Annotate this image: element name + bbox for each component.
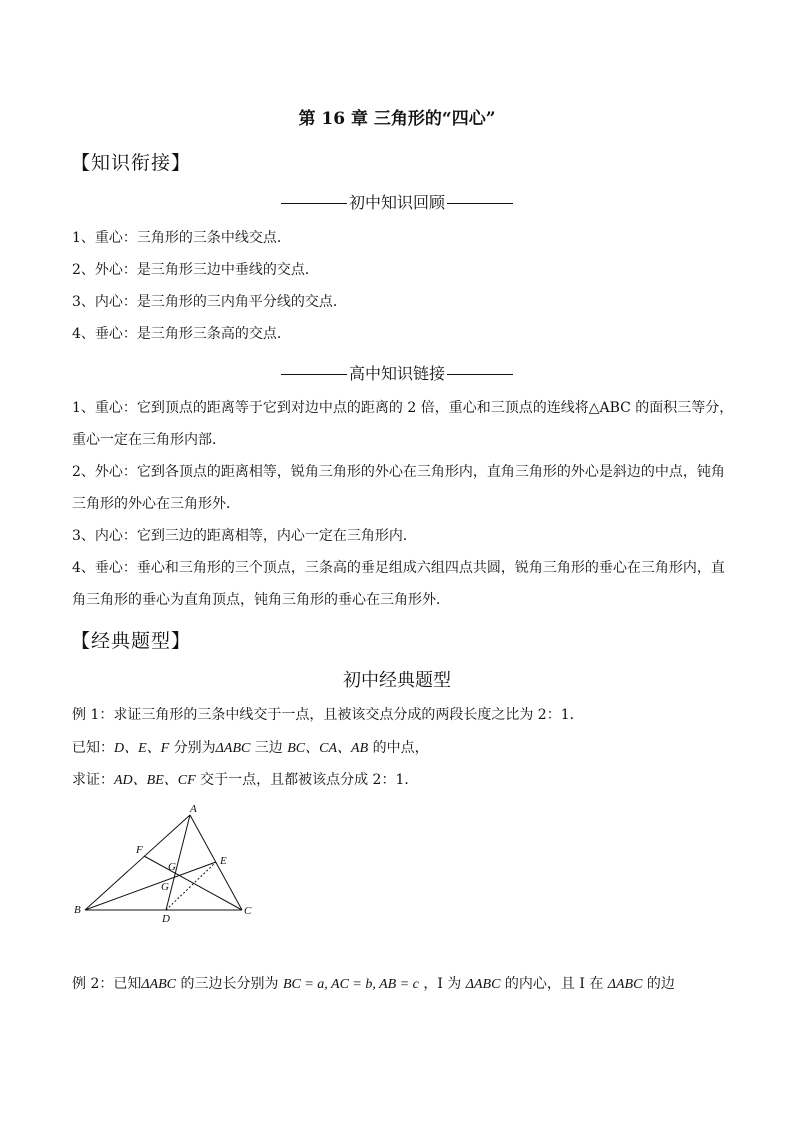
senior-item-2-line-1: 2、外心：它到各顶点的距离相等，锐角三角形的外心在三角形内，直角三角形的外心是斜边的中点，钝角 [72,464,725,480]
label-f: F [136,844,143,856]
example1-statement: 例 1：求证三角形的三条中线交于一点，且被该交点分成的两段长度之比为 2：1． [72,707,584,723]
junior-item-3: 3、内心：是三角形的三内角平分线的交点． [72,294,347,310]
example1-prove [72,770,418,791]
triangle-figure [60,800,280,940]
prove-end: 交于一点，且都被该点分成 2：1． [195,772,419,788]
label-d: D [162,913,170,925]
ex2-mid3: 的内心，且 I 在 [500,976,608,992]
prove-lines: AD、BE、CF [114,773,196,788]
senior-link-heading-text: 高中知识链接 [348,364,445,383]
label-b: B [74,904,81,916]
page-title: 第 16 章 三角形的“四心” [298,109,496,129]
senior-item-3-line-1: 3、内心：它到三边的距离相等，内心一定在三角形内． [72,528,417,544]
given-triangle: ΔABC [215,741,251,756]
ex2-tri2: ΔABC [465,977,501,992]
given-vars: D、E、F [114,741,170,756]
label-g2: G [161,881,169,893]
junior-item-4: 4、垂心：是三角形三条高的交点． [72,326,291,342]
senior-link-heading [0,361,794,384]
rule-left [281,374,347,375]
rule-right [447,203,513,204]
senior-item-2-line-2: 三角形的外心在三角形外． [72,496,240,512]
rule-right [447,374,513,375]
median-be [85,862,216,910]
given-mid2: 三边 [250,740,288,756]
example1-given [72,738,429,759]
example2-statement [72,974,675,995]
given-end: 的中点， [368,740,429,756]
label-c: C [244,905,252,917]
senior-item-4-line-2: 角三角形的垂心为直角顶点，钝角三角形的垂心在三角形外． [72,592,450,608]
label-e: E [220,855,227,867]
junior-item-1: 1、重心：三角形的三条中线交点． [72,230,291,246]
ex2-prefix: 例 2：已知 [72,976,142,992]
ex2-mid2: ，I 为 [418,976,466,992]
senior-item-4-line-1: 4、垂心：垂心和三角形的三个顶点，三条高的垂足组成六组四点共圆，锐角三角形的垂心在三角形内，直 [72,560,725,576]
junior-item-2: 2、外心：是三角形三边中垂线的交点． [72,262,319,278]
senior-item-1-line-1: 1、重心：它到顶点的距离等于它到对边中点的距离的 2 倍，重心和三顶点的连线将△ABC 的面积三等分， [72,400,734,416]
section-knowledge-heading: 【知识衔接】 [71,152,192,174]
label-g1: G [168,861,176,873]
prove-label: 求证： [72,772,114,788]
classic-junior-heading: 初中经典题型 [343,670,451,691]
junior-review-heading [0,190,794,213]
given-mid1: 分别为 [169,740,216,756]
ex2-end: 的边 [642,976,675,992]
ex2-equations: BC = a, AC = b, AB = c [282,977,419,992]
ex2-tri3: ΔABC [607,977,643,992]
section-classic-heading: 【经典题型】 [71,630,192,652]
label-a: A [190,803,197,815]
given-label: 已知： [72,740,114,756]
rule-left [281,203,347,204]
junior-review-heading-text: 初中知识回顾 [348,193,445,212]
ex2-mid1: 的三边长分别为 [176,976,283,992]
given-sides: BC、CA、AB [287,741,369,756]
ex2-tri1: ΔABC [141,977,177,992]
senior-item-1-line-2: 重心一定在三角形内部． [72,432,226,448]
